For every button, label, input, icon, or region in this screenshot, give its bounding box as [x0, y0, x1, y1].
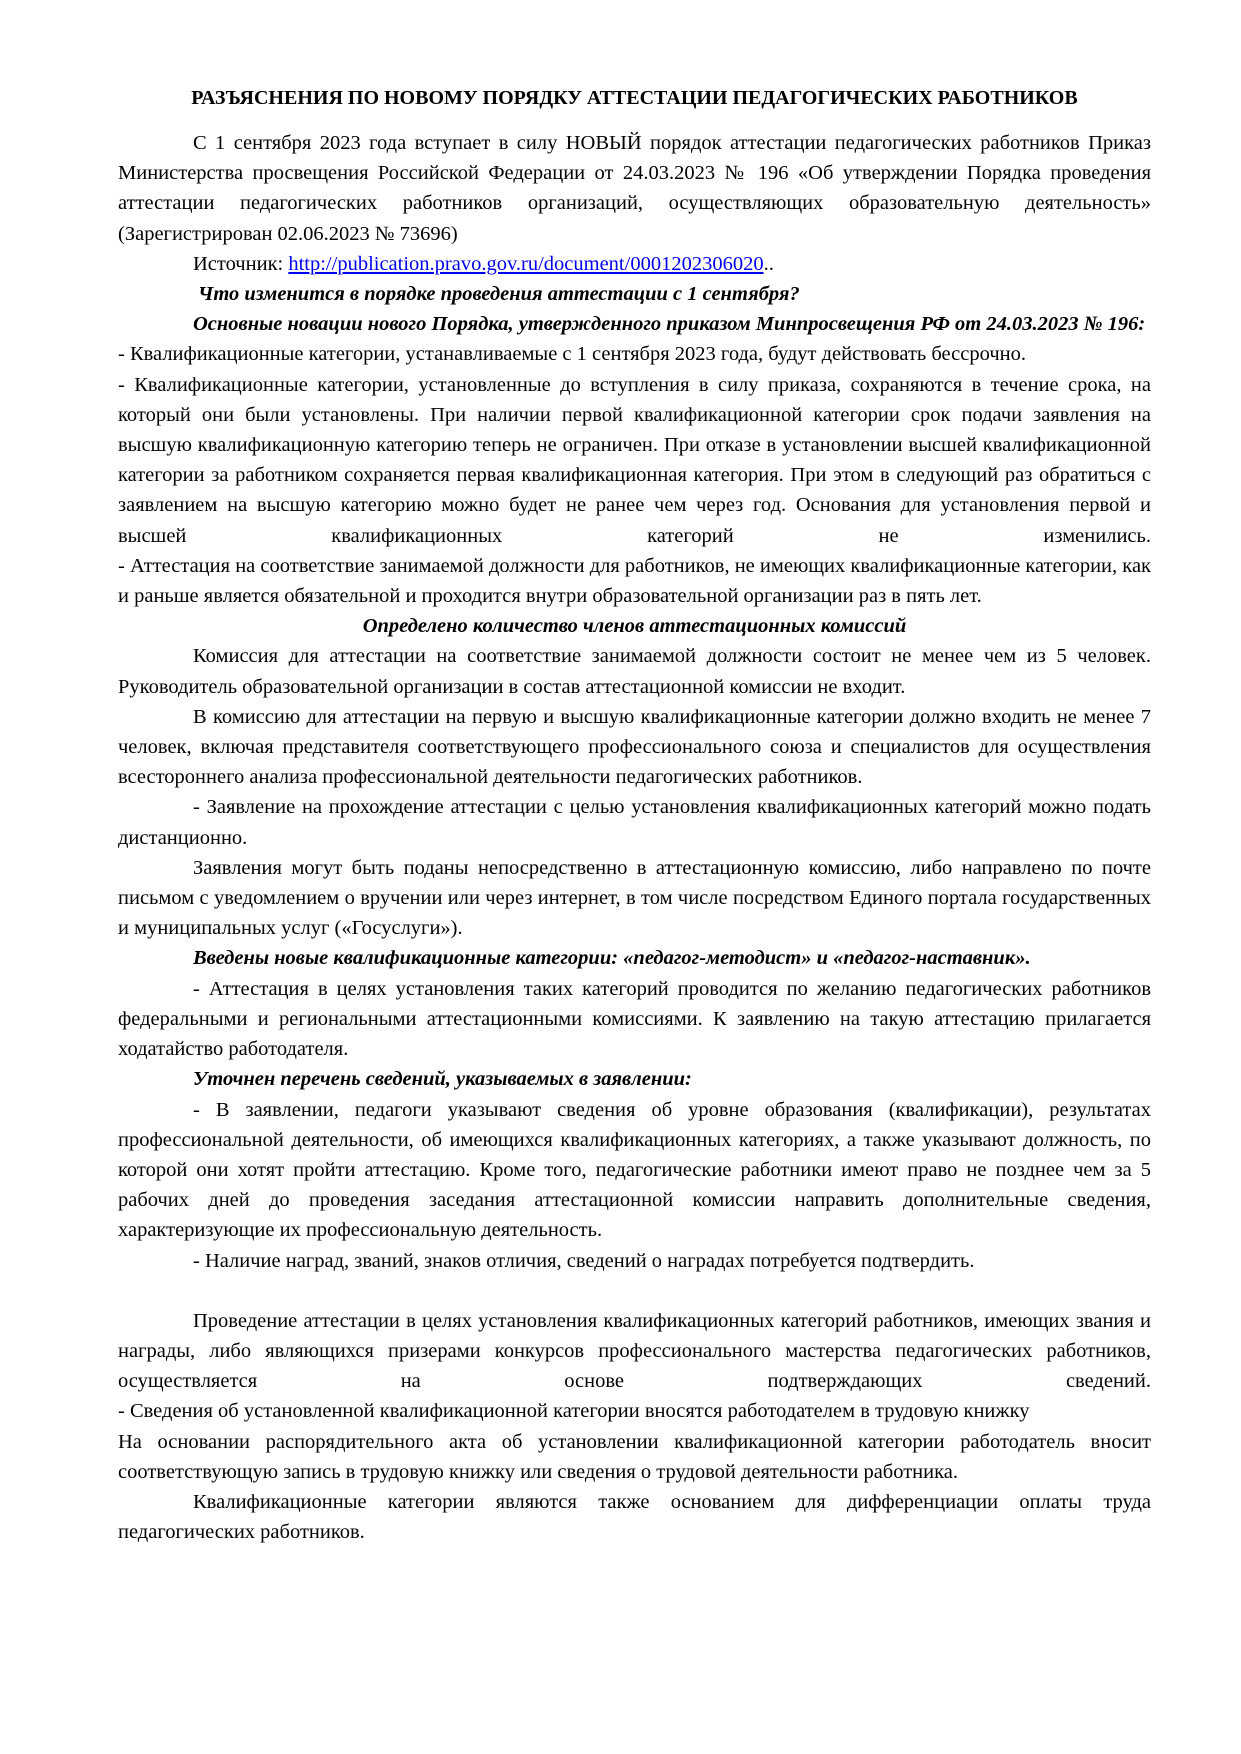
- blank-line: [118, 1276, 1151, 1306]
- new-categories-paragraph: - Аттестация в целях установления таких категорий проводится по желанию педагогических работников федеральными и региональными аттестационными комиссиями. К заявлению на такую аттестацию прилагается ходатайство работодателя.: [118, 977, 1151, 1061]
- applications-paragraph: Заявления могут быть поданы непосредственно в аттестационную комиссию, либо направлено по почте письмом с уведомлением о вручении или через интернет, в том числе посредством Единого портала государственных и муниципальных услуг («Госуслуги»).: [118, 856, 1151, 940]
- question-heading: Что изменится в порядке проведения аттестации с 1 сентября?: [198, 283, 800, 306]
- bullet-permanent-categories: - Квалификационные категории, устанавливаемые с 1 сентября 2023 года, будут действовать бессрочно.: [118, 343, 1026, 366]
- intro-paragraph: С 1 сентября 2023 года вступает в силу НОВЫЙ порядок аттестации педагогических работников Приказ Министерства просвещения Российской Федерации от 24.03.2023 № 196 «Об утверждении Порядка проведения аттестации педагогических работников организаций, осуществляющих образовательную деятельность» (Зарегистрирован 02.06.2023 № 73696): [118, 132, 1151, 245]
- commission-paragraph-1: Комиссия для аттестации на соответствие занимаемой должности состоит не менее чем из 5 человек. Руководитель образовательной организации в состав аттестационной комиссии не входит.: [118, 645, 1151, 698]
- commission-paragraph-2: В комиссию для аттестации на первую и высшую квалификационные категории должно входить не менее 7 человек, включая представителя соответствующего профессионального союза и специалистов для осуществления всестороннего анализа профессиональной деятельности педагогических работников.: [118, 705, 1151, 789]
- commission-heading: Определено количество членов аттестационных комиссий: [362, 615, 907, 638]
- record-paragraph-2: На основании распорядительного акта об установлении квалификационной категории работодатель вносит соответствующую запись в трудовую книжку или сведения о трудовой деятельности работника.: [118, 1430, 1151, 1483]
- source-tail: ..: [763, 252, 774, 275]
- pay-paragraph: Квалификационные категории являются также основанием для дифференциации оплаты труда педагогических работников.: [118, 1490, 1151, 1544]
- novelties-heading: Основные новации нового Порядка, утвержденного приказом Минпросвещения РФ от 24.03.2023 № 196:: [193, 313, 1146, 336]
- source-link[interactable]: http://publication.pravo.gov.ru/document/0001202306020: [288, 252, 764, 275]
- info-heading: Уточнен перечень сведений, указываемых в заявлении:: [193, 1068, 692, 1091]
- info-paragraph: - В заявлении, педагоги указывают сведения об уровне образования (квалификации), результатах профессиональной деятельности, об имеющихся квалификационных категориях, а также указывают должность, по которой они хотят пройти аттестацию. Кроме того, педагогические работники имеют право не позднее чем за 5 рабочих дней до проведения заседания аттестационной комиссии направить дополнительные сведения, характеризующие их профессиональную деятельность.: [118, 1098, 1151, 1242]
- awards-paragraph: - Наличие наград, званий, знаков отличия, сведений о наградах потребуется подтвердить.: [193, 1249, 975, 1272]
- source-line: [118, 249, 1151, 279]
- bullet-position-attestation: - Аттестация на соответствие занимаемой должности для работников, не имеющих квалификационные категории, как и раньше является обязательной и проходится внутри образовательной организации раз в пять лет.: [118, 554, 1151, 608]
- bullet-existing-categories: - Квалификационные категории, установленные до вступления в силу приказа, сохраняются в течение срока, на который они были установлены. При наличии первой квалификационной категории срок подачи заявления на высшую квалификационную категорию теперь не ограничен. При отказе в установлении высшей квалификационной категории за работником сохраняется первая квалификационная категория. При этом в следующий раз обратиться с заявлением на высшую категорию можно будет не ранее чем через год. Основания для установления первой и высшей квалификационных категорий не изменились.: [118, 373, 1151, 547]
- document-title: РАЗЪЯСНЕНИЯ ПО НОВОМУ ПОРЯДКУ АТТЕСТАЦИИ ПЕДАГОГИЧЕСКИХ РАБОТНИКОВ: [191, 87, 1078, 109]
- source-label: Источник:: [193, 252, 289, 275]
- document-page: [118, 83, 1151, 1547]
- record-paragraph-1: - Сведения об установленной квалификационной категории вносятся работодателем в трудовую книжку: [118, 1400, 1030, 1423]
- award-holders-paragraph: Проведение аттестации в целях установления квалификационных категорий работников, имеющих звания и награды, либо являющихся призерами конкурсов профессионального мастерства педагогических работников, осуществляется на основе подтверждающих сведений.: [118, 1309, 1151, 1393]
- new-categories-heading: Введены новые квалификационные категории: «педагог-методист» и «педагог-наставник».: [193, 947, 1031, 970]
- remote-application-paragraph: - Заявление на прохождение аттестации с целью установления квалификационных категорий можно подать дистанционно.: [118, 796, 1151, 849]
